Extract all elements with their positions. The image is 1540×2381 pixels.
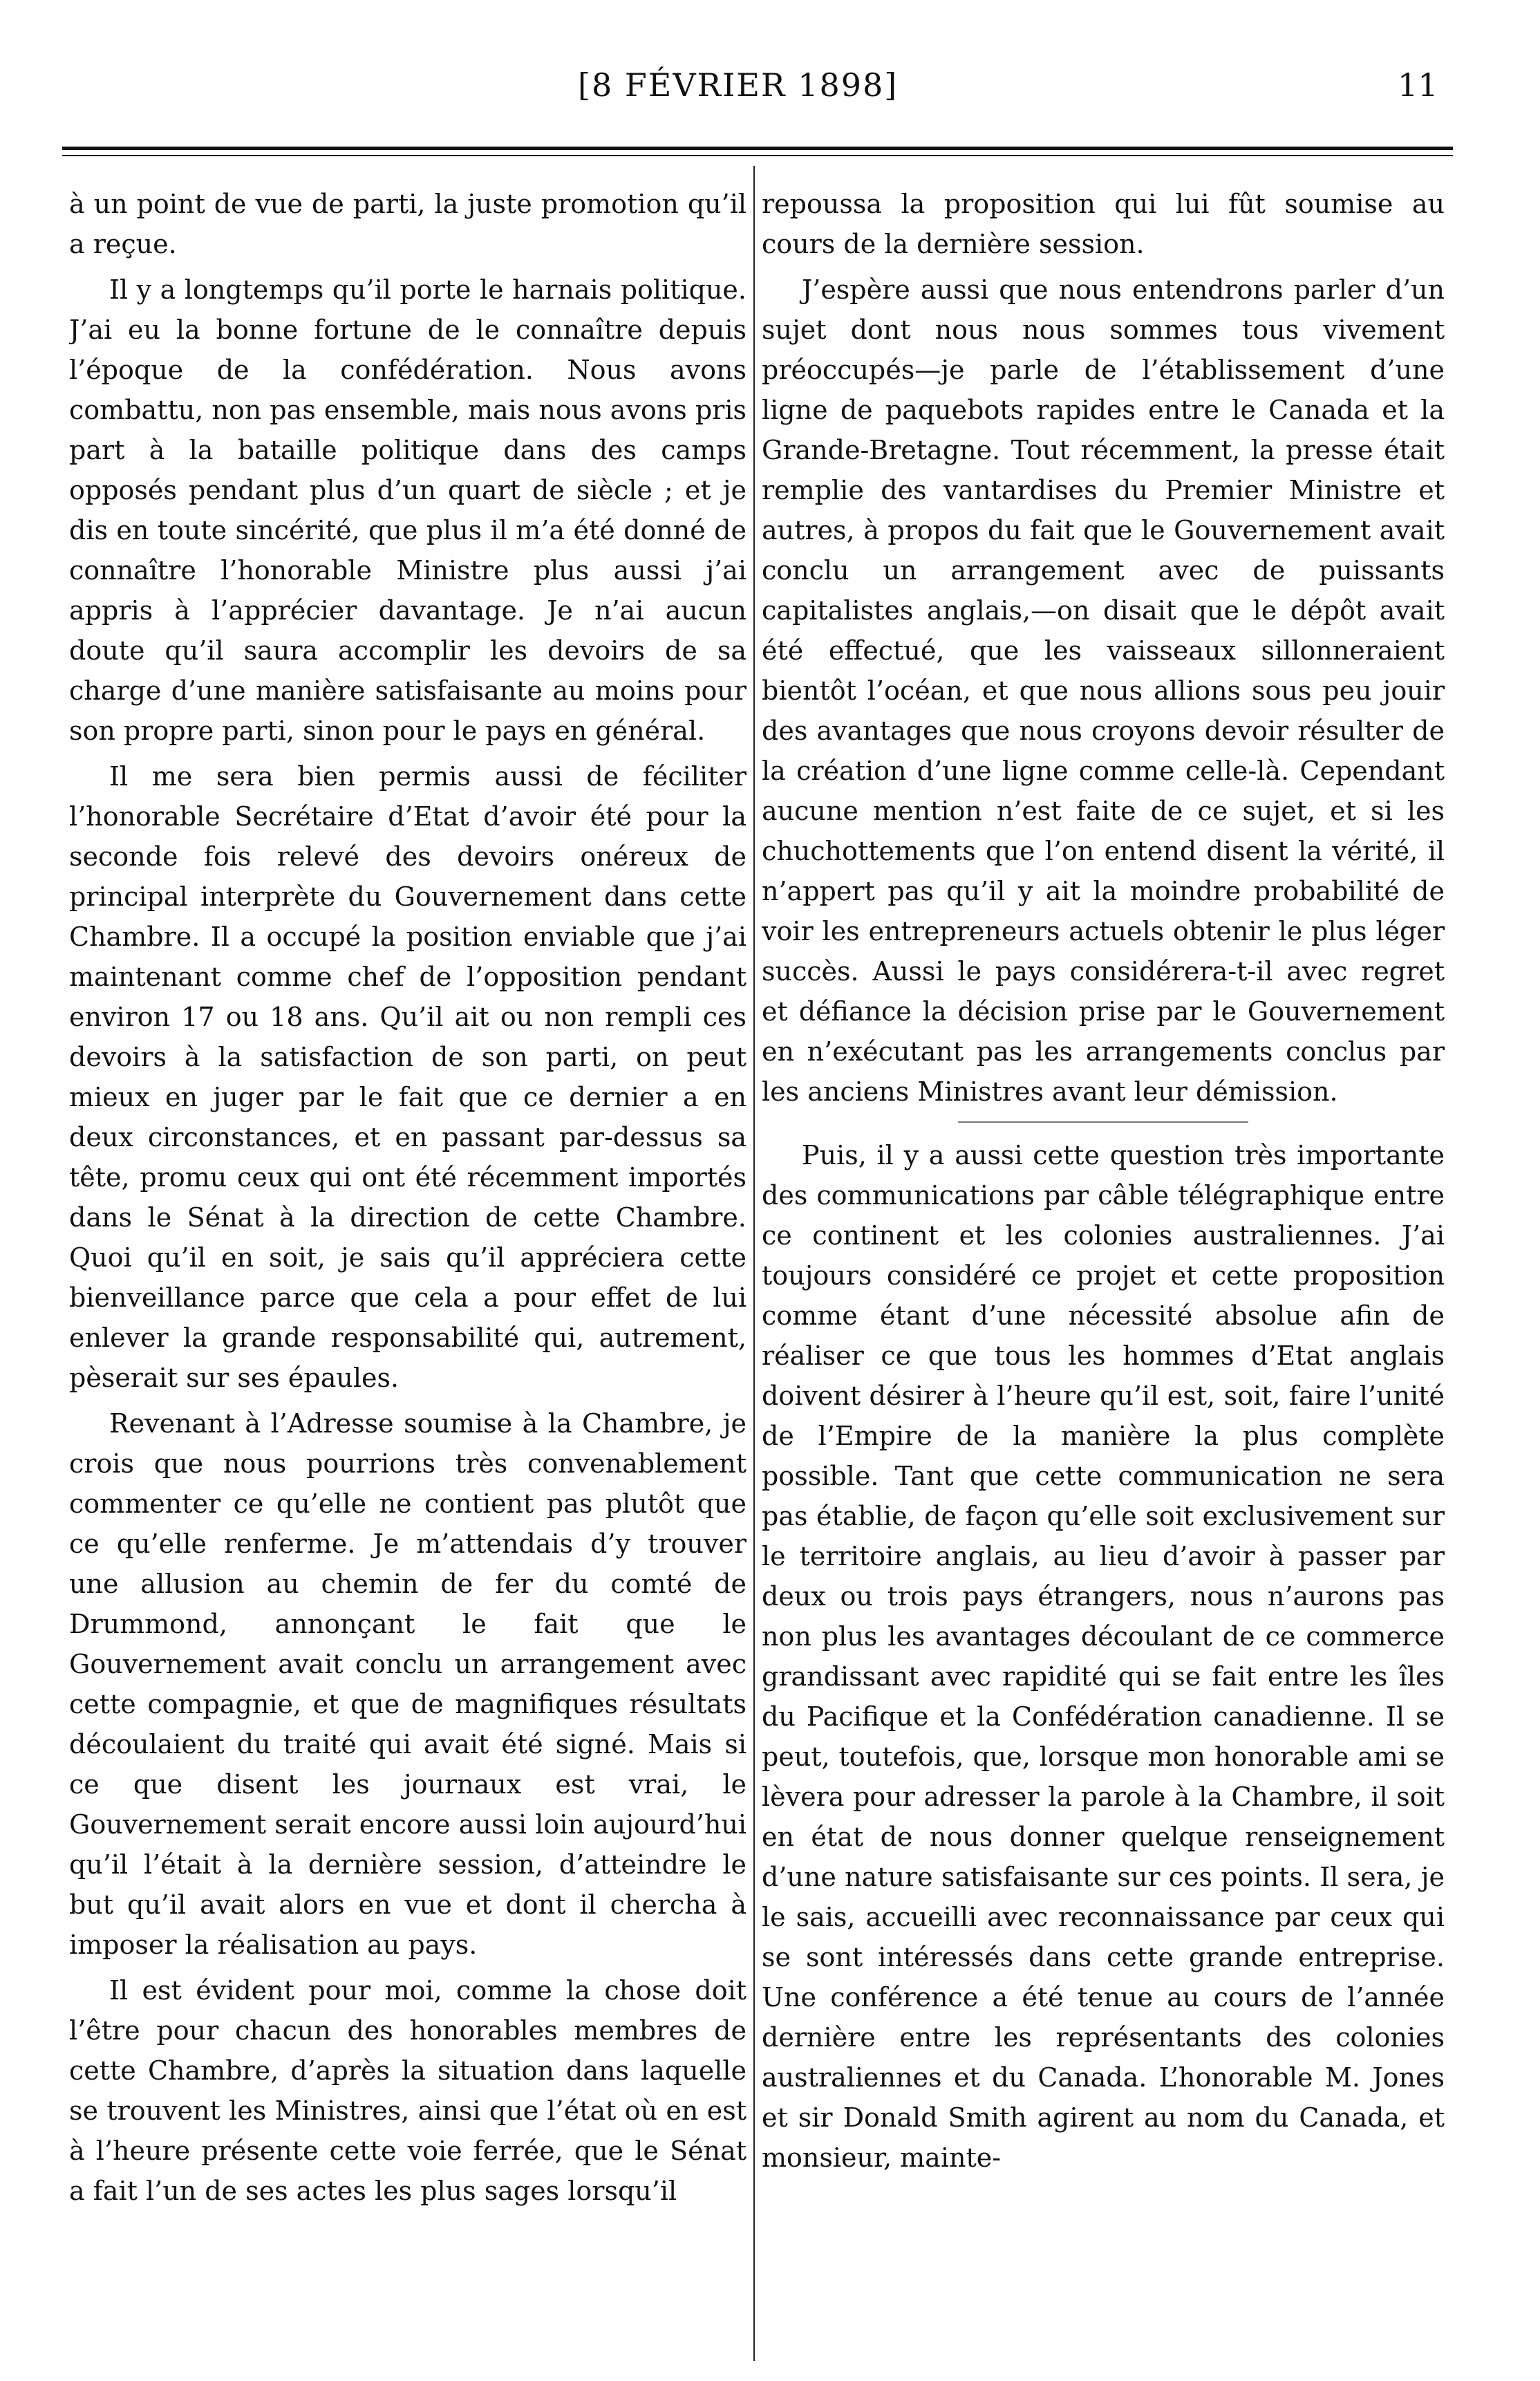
paragraph: Il y a longtemps qu’il porte le harnais politique. J’ai eu la bonne fortune de le connaître depuis l’époque de la confédération. Nous avons combattu, non pas ensemble, mais nous avons pris part à la bataille politique dans des camps opposés pendant plus d’un quart de siècle ; et je dis en toute sincérité, que plus il m’a été donné de connaître l’honorable Ministre plus aussi j’ai appris à l’apprécier davantage. Je n’ai aucun doute qu’il saura accomplir les devoirs de sa charge d’une manière satisfaisante au moins pour son propre parti, sinon pour le pays en général. — [69, 274, 746, 746]
paragraph: repoussa la proposition qui lui fût soumise au cours de la dernière session. — [762, 189, 1445, 259]
paragraph: Puis, il y a aussi cette question très importante des communications par câble télégraphique entre ce continent et les colonies australiennes. J’ai toujours considéré ce projet et cette proposition comme étant d’une nécessité absolue afin de réaliser ce que tous les hommes d’Etat anglais doivent désirer à l’heure qu’il est, soit, faire l’unité de l’Empire de la manière la plus complète possible. Tant que cette communication ne sera pas établie, de façon qu’elle soit exclusivement sur le territoire anglais, au lieu d’avoir à passer par deux ou trois pays étrangers, nous n’aurons pas non plus les avantages découlant de ce commerce grandissant avec rapidité qui se fait entre les îles du Pacifique et la Confédération canadienne. Il se peut, toutefois, que, lorsque mon honorable ami se lèvera pour adresser la parole à la Chambre, il soit en état de nous donner quelque renseignement d’une nature satisfaisante sur ces points. Il sera, je le sais, accueilli avec reconnaissance par ceux qui se sont intéressés dans cette grande entreprise. Une conférence a été tenue au cours de l’année dernière entre les représentants des colonies australiennes et du Canada. L’honorable M. Jones et sir Donald Smith agirent au nom du Canada, et monsieur, mainte- — [762, 1140, 1445, 2173]
paragraph: J’espère aussi que nous entendrons parler d’un sujet dont nous nous sommes tous vivement préoccupés—je parle de l’établissement d’une ligne de paquebots rapides entre le Canada et la Grande-Bretagne. Tout récemment, la presse était remplie des vantardises du Premier Ministre et autres, à propos du fait que le Gouvernement avait conclu un arrangement avec de puissants capitalistes anglais,—on disait que le dépôt avait été effectué, que les vaisseaux sillonneraient bientôt l’océan, et que nous allions sous peu jouir des avantages que nous croyons devoir résulter de la création d’une ligne comme celle-là. Cependant aucune mention n’est faite de ce sujet, et si les chuchottements que l’on entend disent la vérité, il n’appert pas qu’il y ait la moindre probabilité de voir les entrepreneurs actuels obtenir le plus léger succès. Aussi le pays considérera-t-il avec regret et défiance la décision prise par le Gouvernement en n’exécutant pas les arrangements conclus par les anciens Ministres avant leur démission. — [762, 274, 1445, 1107]
paragraph: Revenant à l’Adresse soumise à la Chambre, je crois que nous pourrions très convenablement commenter ce qu’elle ne contient pas plutôt que ce qu’elle renferme. Je m’attendais d’y trouver une allusion au chemin de fer du comté de Drummond, annonçant le fait que le Gouvernement avait conclu un arrangement avec cette compagnie, et que de magnifiques résultats découlaient du traité qui avait été signé. Mais si ce que disent les journaux est vrai, le Gouvernement serait encore aussi loin aujourd’hui qu’il l’était à la dernière session, d’atteindre le but qu’il avait alors en vue et dont il chercha à imposer la réalisation au pays. — [69, 1408, 746, 1960]
paragraph: Il me sera bien permis aussi de féciliter l’honorable Secrétaire d’Etat d’avoir été pour la seconde fois relevé des devoirs onéreux de principal interprète du Gouvernement dans cette Chambre. Il a occupé la position enviable que j’ai maintenant comme chef de l’opposition pendant environ 17 ou 18 ans. Qu’il ait ou non rempli ces devoirs à la satisfaction de son parti, on peut mieux en juger par le fait que ce dernier a en deux circonstances, et en passant par-dessus sa tête, promu ceux qui ont été récemment importés dans le Sénat à la direction de cette Chambre. Quoi qu’il en soit, je sais qu’il appréciera cette bienveillance parce que cela a pour effet de lui enlever la grande responsabilité qui, autrement, pèserait sur ses épaules. — [69, 761, 746, 1393]
header-double-rule-thick — [62, 147, 1453, 150]
left-column — [69, 184, 746, 2348]
right-column — [762, 184, 1445, 2348]
paragraph: Il est évident pour moi, comme la chose doit l’être pour chacun des honorables membres de cette Chambre, d’après la situation dans laquelle se trouvent les Ministres, ainsi que l’état où en est à l’heure présente cette voie ferrée, que le Sénat a fait l’un de ses actes les plus sages lorsqu’il — [69, 1975, 746, 2206]
running-header — [0, 66, 1540, 115]
running-title: [8 FÉVRIER 1898] — [578, 66, 899, 104]
column-divider — [753, 166, 755, 2361]
section-divider — [958, 1121, 1248, 1123]
paragraph: à un point de vue de parti, la juste promotion qu’il a reçue. — [69, 189, 746, 259]
page-number: 11 — [1398, 66, 1438, 104]
header-double-rule-thin — [62, 155, 1453, 156]
